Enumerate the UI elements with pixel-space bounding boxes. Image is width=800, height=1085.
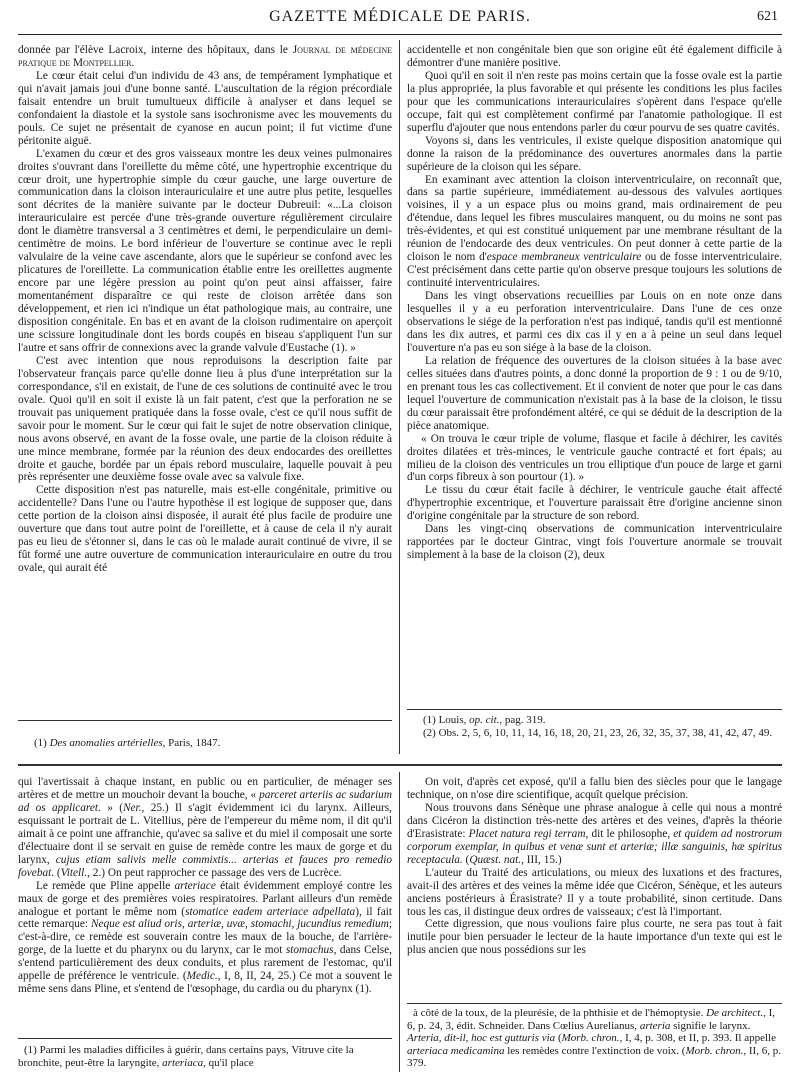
paragraph: Voyons si, dans les ventricules, il existe quelque disposition anatomique qui donne la raison de la prédominance des ouvertures anormales dans la partie supérieure de la cloison qui les sépare. — [407, 134, 782, 173]
column-top-left — [18, 44, 392, 704]
quotation: « On trouva le cœur triple de volume, flasque et facile à déchirer, les cavités droites dilatées et très-minces, le ventricule gauche contracté et fort épais; au milieu de la cloison des ventricules un trou elliptique d'un pouce de large et garni d'un corps fibreux à son pourtour (1). » — [407, 432, 782, 484]
paragraph: Cette disposition n'est pas naturelle, mais est-elle congénitale, primitive ou accidentelle? Dans l'une ou l'autre hypothèse il est logique de supposer que, dans cette portion de la cloison ainsi disposée, il aurait été plus facile de produire une ouverture que dans tout autre point de l'oreillette, et à cause de cela il n'y aurait pas eu lieu de s'étonner si, dans le cas où le malade aurait continué de vivre, il se fût formé une autre ouverture de communication interauriculaire en outre du trou ovale, qui aurait été — [18, 484, 392, 575]
footnotes-right: (1) Louis, op. cit., pag. 319. (2) Obs. 2, 5, 6, 10, 11, 14, 16, 18, 20, 21, 23, 26, 32, 35, 37, 38, 41, 42, 47, 49. — [423, 714, 773, 739]
paragraph: Le remède que Pline appelle arteriace était évidemment employé contre les maux de gorge et des premières voies respiratoires. Parlant ailleurs d'un remède analogue et portant le même nom (stomatice eadem arteriace adpellata), il fait cette remarque: Neque est aliud oris, arteriæ, uvæ, stomachi, jucundius remedium; c'est-à-dire, ce remède est souverain contre les maux de la bouche, de l'arrière-gorge, de la luette et du pharynx ou du larynx, car le mot stomachus, dans Celse, s'entend particulièrement des deux conduits, et plus rarement de l'estomac, qu'il appelle de préférence le ventricule. (Medic., I, 8, II, 24, 25.) Ce mot a souvent le même sens dans Pline, et s'entend de l'œsophage, du cardia ou du pharynx (1). — [18, 879, 392, 996]
paragraph: Le cœur était celui d'un individu de 43 ans, de tempérament lymphatique et qui n'avait jamais joui d'une bonne santé. L'auscultation de la région précordiale faisait entendre un bruit tumultueux difficile à analyser et dans lequel se confondaient la diastole et la systole sans isochronisme avec les mouvements du pouls. Ce sujet ne présentait de cyanose en aucun point; il fut victime d'une péritonite aiguë. — [18, 69, 392, 147]
column-divider-bottom — [399, 772, 400, 1072]
footnote-bottom-right: à côté de la toux, de la pleurésie, de la phthisie et de l'hémoptysie. De architect., I, 6, p. 24, 3, édit. Schneider. Dans Cœlius Aurelianus, arteria signifie le larynx. Arteria, dit-il, hoc est gutturis via (Morb. chron., I, 4, p. 308, et II, p. 393. Il appelle arteriaca medicamina les remèdes contre l'extinction de voix. (Morb. chron., II, 6, p. 379. — [407, 1007, 781, 1070]
paragraph: accidentelle et non congénitale bien que son origine eût été également difficile à démontrer d'une manière positive. — [407, 44, 782, 69]
column-bottom-left — [18, 776, 392, 1034]
paragraph: L'auteur du Traité des articulations, ou mieux des luxations et des fractures, avait-il des artères et des veines la même idée que Cicéron, Sénèque, et les auteurs anciens postérieurs à Érasistrate? Il y a toute probabilité, sinon certitude. Dans tous les cas, il distingue deux ordres de vaisseaux; c'est là l'important. — [407, 866, 782, 918]
paragraph: La relation de fréquence des ouvertures de la cloison situées à la base avec celles situées dans d'autres points, a donc donné la proportion de 9 : 1 ou de 9/10, en prenant tous les cas collectivement. Et il convient de noter que pour le cas dans lequel l'ouverture de communication n'existait pas à la base de la cloison, le tissu du cœur paraissait être profondément altéré, ce qui se déduit de la description de la pièce anatomique. — [407, 354, 782, 432]
paragraph: L'examen du cœur et des gros vaisseaux montre les deux veines pulmonaires droites s'ouvrant dans l'oreillette du même côté, une hypertrophie excentrique du cœur droit, une hypertrophie simple du cœur gauche, une large ouverture de communication dans la cloison interauriculaire et une autre plus petite, lesquelles sont décrites de la manière suivante par le docteur Dubreuil: «...La cloison interauriculaire est percée d'une très-grande ouverture régulièrement circulaire dont le diamètre transversal a 3 centimètres et demi, le perpendiculaire un demi-centimètre de moins. Le bord inférieur de l'ouverture se continue avec le repli valvulaire de la veine cave ascendante, alors que le supérieur se confond avec les plicatures de l'oreillette. La communication établie entre les oreillettes augmente encore par une légère pression au point qu'on peut ainsi affaisser, faire momentanément disparaître ce qui reste de cloison arrêtée dans son développement, et rien ici n'indique un état pathologique mais, au contraire, une disposition congénitale. En bas et en avant de la cloison rudimentaire on aperçoit une scissure longitudinale dont les bords coupés en biseau s'appliquent l'un sur l'autre et sans offrir de connexions avec la grande valvule d'Eustache (1). » — [18, 147, 392, 354]
footnote-rule-bottom-right — [407, 1003, 782, 1004]
page-header — [18, 6, 782, 35]
paragraph: Dans les vingt-cinq observations de communication interventriculaire rapportées par le docteur Gintrac, vingt fois l'ouverture anormale se trouvait simplement à la base de la cloison (2), deux — [407, 523, 782, 562]
paragraph: Quoi qu'il en soit il n'en reste pas moins certain que la fosse ovale est la partie la plus appropriée, la plus favorable et qui présente les conditions les plus faciles pour que les communications interauriculaires s'opèrent dans l'espace qu'elle occupe, fait qui est complètement confirmé par l'anatomie pathologique. Il est superflu d'ajouter que nous entendons parler du cœur pourvu de ses quatre cavités. — [407, 69, 782, 134]
paragraph: On voit, d'après cet exposé, qu'il a fallu bien des siècles pour que le langage technique, on n'ose dire scientifique, acquît quelque précision. — [407, 776, 782, 801]
paragraph: En examinant avec attention la cloison interventriculaire, on reconnaît que, dans sa partie supérieure, immédiatement au-dessous des valvules aortiques voisines, il y a un espace plus ou moins grand, mais ordinairement de peu d'étendue, dans lequel les fibres musculaires manquent, ou du moins ne sont pas très-évidentes, et qui est constitué uniquement par une membrane résultant de la réunion de l'endocarde des deux ventricules. On peut donner à cette partie de la cloison le nom d'espace membraneux ventriculaire ou de fosse interventriculaire. C'est précisément dans cette partie qu'on observe presque toujours les solutions de continuité interventriculaires. — [407, 173, 782, 290]
paragraph: qui l'avertissait à chaque instant, en public ou en particulier, de ménager ses artères et de mettre un mouchoir devant la bouche, « parceret arteriis ac sudarium ad os applicaret. » (Ner., 25.) Il s'agit évidemment ici du larynx. Ailleurs, esquissant le portrait de L. Vitellius, père de l'empereur du même nom, il dit qu'il aimait à ce point une affranchie, qu'avec sa salive et du miel il composait une sorte d'électuaire dont il se servait en guise de remède contre les maux de gorge et du larynx, cujus etiam salivis melle commixtis... arterias et fauces pro remedio fovebat. (Vitell., 2.) On peut rapprocher ce passage des vers de Lucrèce. — [18, 776, 392, 879]
paragraph: donnée par l'élève Lacroix, interne des hôpitaux, dans le Journal de médecine pratique de Montpellier. — [18, 44, 392, 69]
paragraph: Dans les vingt observations recueillies par Louis on en note onze dans lesquelles il y a eu perforation interventriculaire. Dans l'une de ces onze observations le siége de la perforation n'est pas indiqué, tandis qu'il est mentionné dans les dix autres, et parmi ces dix cas il y en a à peine un seul dans lequel l'ouverture n'a pas eu son siége à la base de la cloison. — [407, 290, 782, 354]
column-top-right — [407, 44, 782, 708]
paragraph: C'est avec intention que nous reproduisons la description faite par l'observateur français parce qu'elle donne lieu à plus d'une interprétation sur la correspondance, s'il en existait, de l'une de ces solutions de continuité avec le trou ovale. Quoi qu'il en soit il existe là un fait patent, c'est que la perforation ne se trouvait pas uniquement pratiquée dans la fosse ovale, c'est ce qu'il nous suffit de savoir pour le moment. Sur le cœur qui fait le sujet de notre observation clinique, nous avons observé, en avant de la fosse ovale, une partie de la cloison réduite à une mince membrane, formée par la réunion des deux endocardes des oreillettes droite et gauche, bordée par un épais rebord musculaire, laquelle pouvait à peu près représenter une deuxième fosse ovale avec sa valvule fixe. — [18, 354, 392, 484]
paragraph: Nous trouvons dans Sénèque une phrase analogue à celle qui nous a montré dans Cicéron la distinction très-nette des artères et des veines, d'après la théorie d'Erasistrate: Placet natura regi terram, dit le philosophe, et quidem ad nostrorum corporum exemplar, in quibus et venæ sunt et arteriæ; illæ sanguinis, hæ spiritus receptacula. (Quæst. nat., III, 15.) — [407, 801, 782, 866]
column-bottom-right — [407, 776, 782, 1004]
section-divider — [18, 764, 782, 766]
footnote-rule-right — [407, 709, 782, 710]
journal-title: GAZETTE MÉDICALE DE PARIS. — [269, 8, 531, 25]
footnote-left: (1) Des anomalies artérielles, Paris, 1847. — [34, 737, 221, 749]
column-divider-top — [399, 40, 400, 754]
paragraph: Cette digression, que nous voulions faire plus courte, ne sera pas tout à fait inutile pour bien persuader le lecteur de la haute importance d'un texte qui est le plus ancien que nous possédions sur les — [407, 918, 782, 957]
footnote-rule-left — [18, 720, 392, 721]
footnote-rule-bottom-left — [18, 1038, 392, 1039]
footnote-bottom-left: (1) Parmi les maladies difficiles à guérir, dans certains pays, Vitruve cite la bronchite, peut-être la laryngite, arteriaca, qu'il place — [18, 1044, 354, 1069]
paragraph: Le tissu du cœur était facile à déchirer, le ventricule gauche était affecté d'hypertrophie excentrique, et l'ouverture paraissait être d'origine ancienne sinon d'origine congénitale par la structure de son rebord. — [407, 484, 782, 523]
page-number: 621 — [757, 9, 778, 24]
